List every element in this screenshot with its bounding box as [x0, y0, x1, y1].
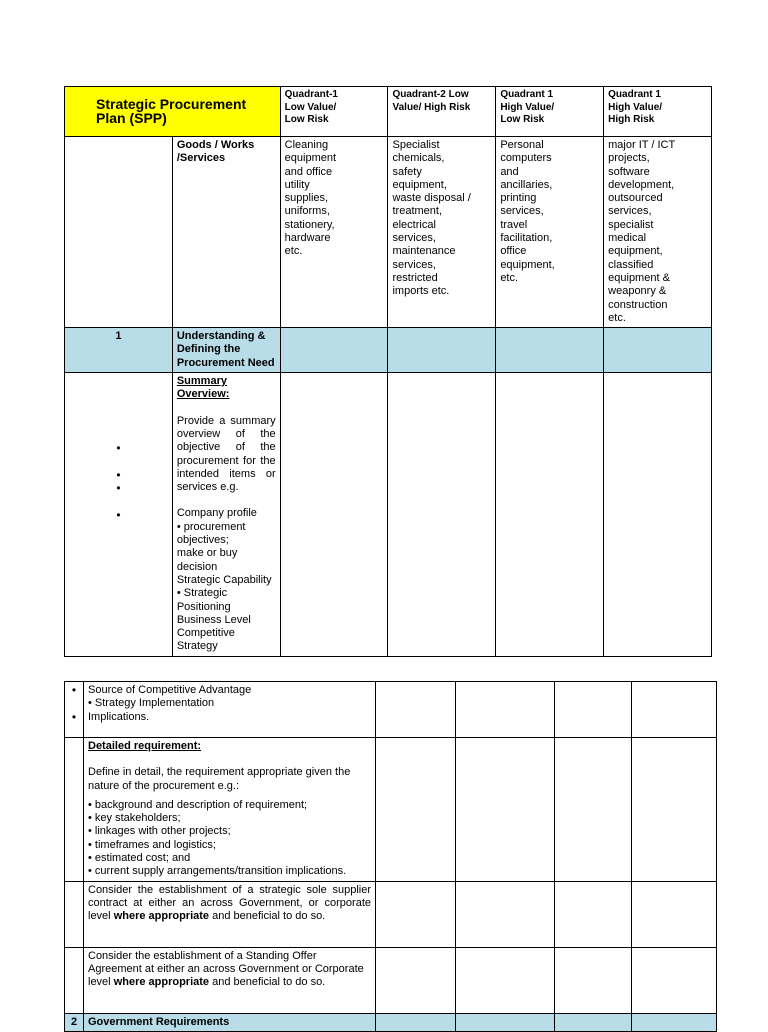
blank-cell [604, 328, 712, 373]
cont-bullets [65, 682, 84, 738]
blank-cell [632, 1013, 717, 1031]
summary-item: Company profile [176, 507, 257, 520]
goods-line: services, [608, 205, 652, 218]
goods-line: medical [608, 232, 647, 245]
goods-cell-q4 [604, 137, 712, 328]
blank-cell [555, 1013, 632, 1031]
summary-cell [172, 373, 280, 657]
goods-line: waste disposal / [392, 192, 471, 205]
goods-line: equipment, [392, 178, 447, 191]
goods-line: office [500, 245, 527, 258]
section-title: Understanding & Defining the Procurement Need [172, 328, 280, 373]
detailed-list [88, 799, 371, 879]
goods-line: equipment & [608, 271, 670, 284]
goods-line: Specialist [392, 139, 440, 151]
goods-line: computers [500, 152, 552, 165]
quadrant-header-2: Quadrant-2 Low Value/ High Risk [388, 87, 496, 137]
detailed-item: • background and description of requirement; [88, 798, 308, 811]
goods-line: services, [392, 232, 436, 245]
detailed-item: • key stakeholders; [88, 812, 181, 825]
blank-cell [388, 373, 496, 657]
detailed-item: • current supply arrangements/transition implications. [88, 865, 347, 878]
blank-cell [280, 328, 388, 373]
quadrant-header-4: Quadrant 1 High Value/ High Risk [604, 87, 712, 137]
goods-line: printing [500, 192, 537, 205]
section-number: 1 [65, 328, 173, 373]
blank-cell [632, 947, 717, 1013]
blank-cell [632, 738, 717, 882]
goods-line: utility [284, 178, 310, 191]
bullet-glyph [65, 455, 172, 468]
goods-line: etc. [284, 245, 303, 258]
goods-line: equipment [284, 152, 337, 165]
summary-list [177, 507, 276, 653]
quadrant-header-1: Quadrant-1 Low Value/ Low Risk [280, 87, 388, 137]
detailed-item: • timeframes and logistics; [88, 838, 216, 851]
standing-offer-cell [84, 947, 376, 1013]
blank-cell [555, 682, 632, 738]
goods-line: ancillaries, [500, 178, 553, 191]
goods-line: treatment, [392, 205, 443, 218]
detailed-heading: Detailed requirement: [88, 740, 202, 752]
goods-line: travel [500, 218, 528, 231]
goods-line: classified [608, 258, 654, 271]
blank-cell [604, 373, 712, 657]
summary-item: • procurement objectives; [176, 520, 246, 547]
blank-cell [376, 947, 456, 1013]
blank-cell [65, 947, 84, 1013]
goods-line: software [608, 165, 650, 178]
blank-cell [388, 328, 496, 373]
detailed-item: • estimated cost; and [88, 852, 191, 865]
row-number-empty [65, 137, 173, 328]
goods-line: Personal [500, 139, 544, 151]
goods-line: Cleaning [284, 139, 329, 151]
standing-text-end: and beneficial to do so. [209, 976, 326, 989]
goods-line: equipment, [608, 245, 663, 258]
bullet-glyph: • [116, 467, 121, 482]
bullet-glyph: • [116, 480, 121, 495]
standing-text: Consider the establishment of a Standing Offer Agreement at either an across Government or Corporate level [88, 949, 364, 989]
summary-item: make or buy decision [176, 547, 238, 573]
blank-cell [555, 738, 632, 882]
goods-cell-q1 [280, 137, 388, 328]
blank-cell [376, 881, 456, 947]
goods-line: outsourced [608, 192, 663, 205]
blank-cell [280, 373, 388, 657]
bullet-glyph [65, 697, 83, 710]
summary-item: • Strategic Positioning [176, 587, 231, 613]
table-title: Strategic Procurement Plan (SPP) [65, 87, 281, 137]
blank-cell [496, 373, 604, 657]
goods-line: etc. [608, 311, 626, 324]
detailed-cell [84, 738, 376, 882]
goods-cell-q2 [388, 137, 496, 328]
goods-line: construction [608, 298, 668, 311]
goods-line: safety [392, 165, 422, 178]
goods-line: development, [608, 178, 675, 191]
goods-line: uniforms, [284, 205, 330, 218]
bullet-glyph: • [116, 507, 121, 522]
cont-item: • Strategy Implementation [88, 697, 215, 710]
cont-item: Implications. [88, 710, 150, 723]
bullet-glyph [65, 495, 172, 508]
blank-cell [65, 881, 84, 947]
goods-line: facilitation, [500, 232, 553, 245]
goods-line: maintenance [392, 245, 456, 258]
goods-line: hardware [284, 232, 331, 245]
sole-bold: where appropriate [113, 910, 210, 923]
bullet-glyph: • [71, 683, 77, 697]
blank-cell [456, 738, 555, 882]
goods-line: weaponry & [608, 285, 667, 298]
goods-line: imports etc. [392, 285, 450, 298]
detailed-item: • linkages with other projects; [88, 825, 231, 838]
sole-text: Consider the establishment of a strategic sole supplier contract at either an across Government, or corporate level [88, 883, 371, 923]
blank-cell [632, 881, 717, 947]
goods-line: and [500, 165, 519, 178]
goods-line: etc. [500, 271, 519, 284]
blank-cell [496, 328, 604, 373]
goods-line: services, [392, 258, 436, 271]
goods-line: specialist [608, 218, 654, 231]
section-number-2: 2 [65, 1013, 84, 1031]
bullet-glyph: • [71, 709, 77, 724]
goods-line: electrical [392, 218, 436, 231]
goods-cell-q3 [496, 137, 604, 328]
summary-item: Strategic Capability [176, 573, 272, 586]
blank-cell [555, 881, 632, 947]
summary-item: Business Level Competitive Strategy [176, 613, 251, 653]
sole-supplier-cell [84, 881, 376, 947]
goods-line: projects, [608, 152, 650, 165]
blank-cell [632, 682, 717, 738]
spp-table-bottom [64, 681, 717, 1032]
detailed-text: Define in detail, the requirement appropriate given the nature of the procurement e.g.: [88, 766, 351, 792]
goods-line: supplies, [284, 192, 329, 205]
cont-item: Source of Competitive Advantage [88, 684, 252, 696]
goods-line: equipment, [500, 258, 555, 271]
goods-line: restricted [392, 271, 438, 284]
section-title-2: Government Requirements [84, 1013, 376, 1031]
blank-cell [456, 881, 555, 947]
spp-table-top [64, 86, 712, 657]
blank-cell [456, 947, 555, 1013]
cont-cell [84, 682, 376, 738]
summary-heading: Summary Overview: [176, 375, 230, 401]
summary-text: Provide a summary overview of the objective of the procurement for the intended items or services e.g. [176, 414, 276, 494]
blank-cell [456, 1013, 555, 1031]
blank-cell [376, 682, 456, 738]
goods-line: major IT / ICT [608, 139, 676, 151]
blank-cell [65, 738, 84, 882]
quadrant-header-3: Quadrant 1 High Value/ Low Risk [496, 87, 604, 137]
blank-cell [456, 682, 555, 738]
goods-line: and office [284, 165, 333, 178]
blank-cell [376, 738, 456, 882]
goods-line: chemicals, [392, 152, 445, 165]
bullet-glyph: • [116, 441, 121, 456]
goods-line: services, [500, 205, 544, 218]
standing-bold: where appropriate [113, 976, 210, 989]
sole-text-end: and beneficial to do so. [209, 910, 326, 923]
blank-cell [555, 947, 632, 1013]
goods-label: Goods / Works /Services [172, 137, 280, 328]
blank-cell [376, 1013, 456, 1031]
goods-line: stationery, [284, 218, 335, 231]
summary-bullets [65, 373, 173, 657]
